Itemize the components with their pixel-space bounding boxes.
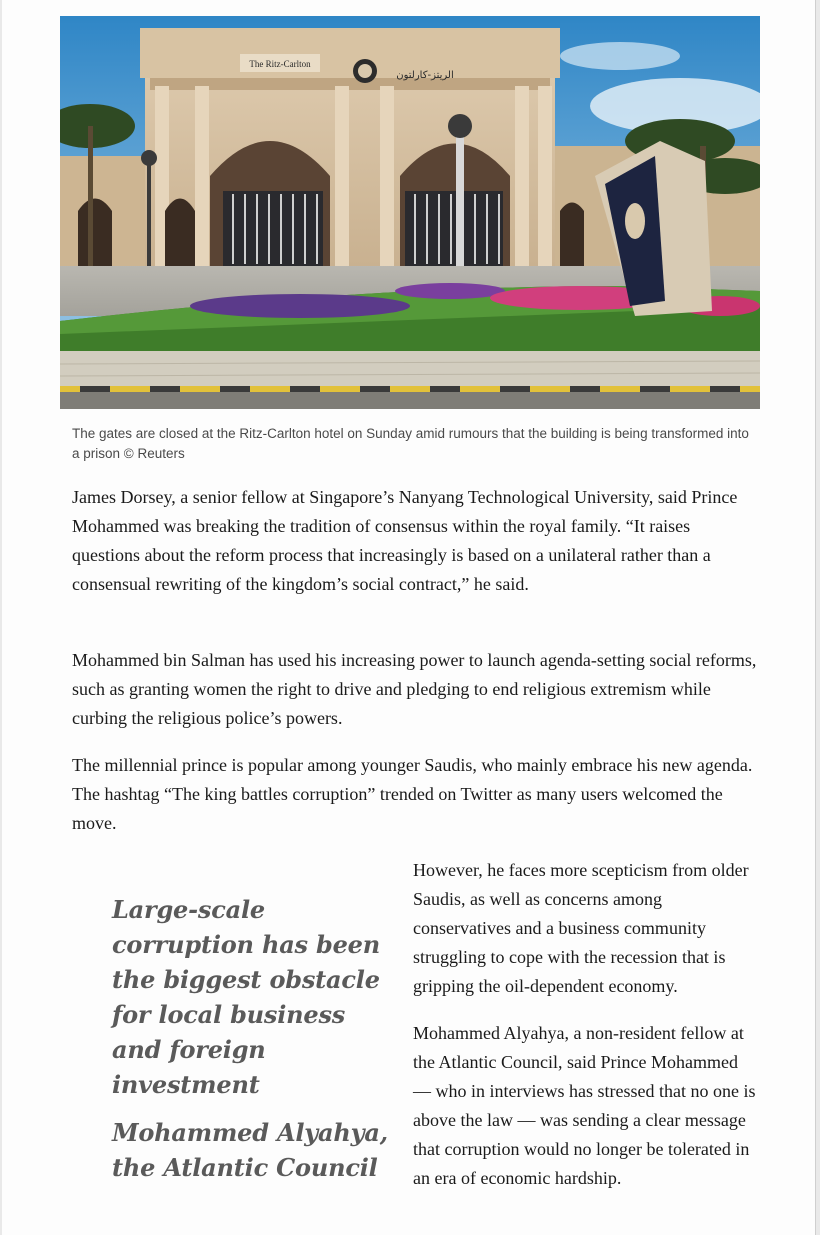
pull-quote: Large-scale corruption has been the biggest obstacle for local business and foreign investment (112, 895, 380, 1099)
photo-caption: The gates are closed at the Ritz-Carlton hotel on Sunday amid rumours that the building is being transformed into a prison © Reuters (72, 426, 749, 461)
article-paragraph: Mohammed bin Salman has used his increasing power to launch agenda-setting social reforms, such as granting women the right to drive and pledging to end religious extremism while curbing the religious police’s powers. (72, 650, 757, 728)
article-photo (60, 16, 760, 409)
article-page (2, 0, 816, 1235)
sign-english-text: The Ritz-Carlton (249, 59, 311, 69)
article-paragraph: James Dorsey, a senior fellow at Singapore’s Nanyang Technological University, said Prince Mohammed was breaking the tradition of consensus within the royal family. “It raises questions about the reform process that increasingly is based on a unilateral rather than a consensual rewriting of the kingdom’s social contract,” he said. (72, 487, 738, 594)
article-paragraph: Mohammed Alyahya, a non-resident fellow at the Atlantic Council, said Prince Mohammed — who in interviews has stressed that no one is above the law — was sending a clear message that corruption would no longer be tolerated in an era of economic hardship. (413, 1023, 756, 1188)
sign-arabic-text: الريتز-كارلتون (396, 70, 454, 81)
pull-quote-attribution: Mohammed Alyahya, the Atlantic Council (112, 1118, 388, 1182)
article-paragraph: However, he faces more scepticism from older Saudis, as well as concerns among conservatives and a business community struggling to cope with the recession that is gripping the oil-dependent economy. (413, 860, 749, 996)
article-paragraph: The millennial prince is popular among younger Saudis, who mainly embrace his new agenda. The hashtag “The king battles corruption” trended on Twitter as many users welcomed the move. (72, 755, 753, 833)
